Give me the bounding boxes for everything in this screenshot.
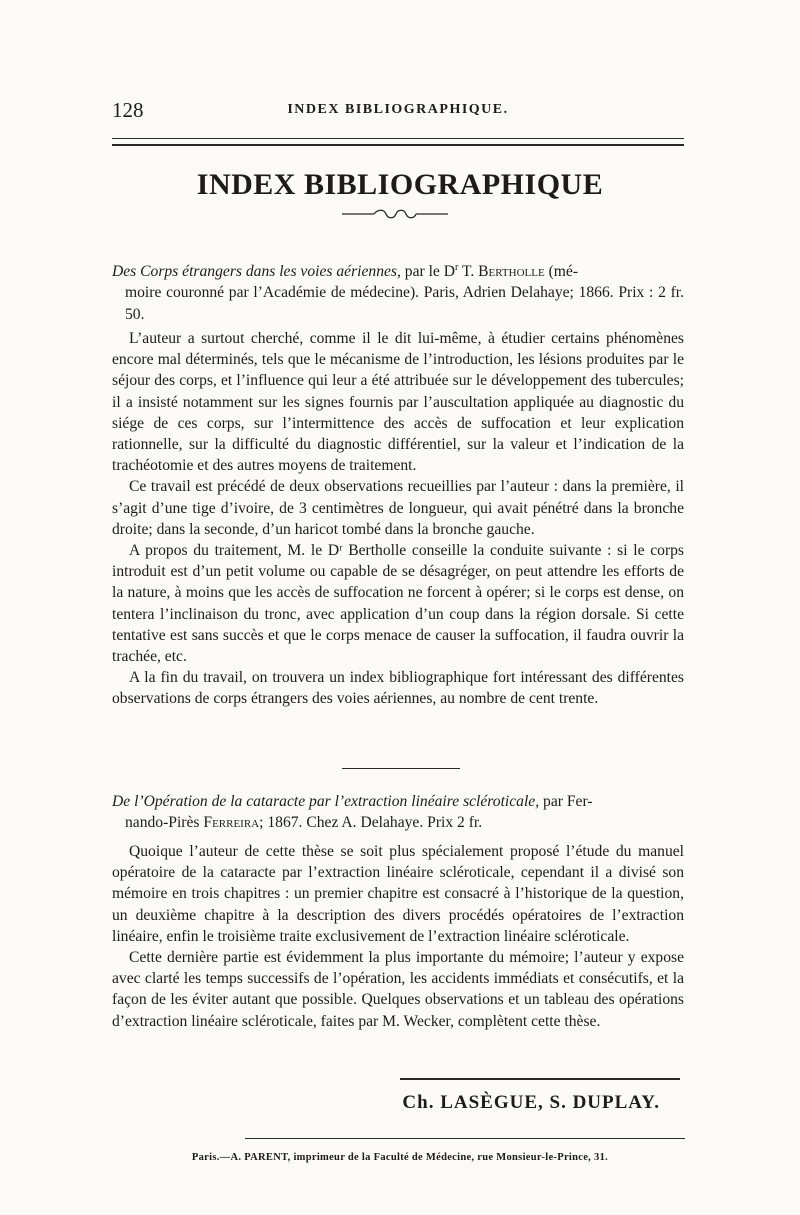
running-head [112,98,684,122]
ornament-flourish [340,207,450,221]
header-rule-top [112,138,684,139]
running-title: INDEX BIBLIOGRAPHIQUE. [287,102,509,117]
signature: Ch. LASÈGUE, S. DUPLAY. [402,1092,660,1113]
entry-2-publication: nando-Pirès Ferreira; 1867. Chez A. Delahaye. Prix 2 fr. [125,814,483,832]
signature-rule [400,1078,680,1080]
entry-2-citation [112,791,684,833]
entry-1-citation-line: Des Corps étrangers dans les voies aériennes, par le $D^r$ T. Bertholle (mé- [112,262,579,281]
entry-2-title: De l’Opération de la cataracte par l’extraction linéaire scléroticale, [112,793,540,810]
entry-1-author: Bertholle [478,263,545,281]
entry-1-citation [112,257,684,325]
entry-2-paragraph: Cette dernière partie est évidemment la plus importante du mémoire; l’auteur y expose avec clarté les temps successifs de l’opération, les accidents immédiats et consécutifs, et la façon de les éviter autant que possible. Quelques observations et un tableau des opérations d’extraction linéaire scléroticale, faites par M. Wecker, complètent cette thèse. [112,949,684,1030]
entry-2-paragraph: Quoique l’auteur de cette thèse se soit plus spécialement proposé l’étude du manuel opératoire de la cataracte par l’extraction linéaire scléroticale, cependant il a divisé son mémoire en trois chapitres : un premier chapitre est consacré à l’historique de la question, un deuxième chapitre à la description des divers procédés opératoires de l’extraction linéaire, enfin le troisième traite exclusivement de l’extraction linéaire scléroticale. [112,843,684,945]
entry-1-paragraph: A propos du traitement, M. le Dʳ Bertholle conseille la conduite suivante : si le corps introduit est d’un petit volume ou capable de se désagréger, on peut attendre les efforts de la nature, à moins que les accès de suffocation ne forcent à opérer; si le corps est dense, on tentera l’inclinaison du tronc, avec application d’un coup dans la région dorsale. Si cette tentative est sans succès et que le corps menace de causer la suffocation, il faudra ouvrir la trachée, etc. [112,542,684,666]
entry-1-paragraph: L’auteur a surtout cherché, comme il le dit lui-même, à étudier certains phénomènes encore mal déterminés, tels que le mécanisme de l’introduction, les lésions produites par le séjour des corps, et l’influence qui leur a été attribuée sur le développement des tubercules; il a insisté notamment sur les signes fournis par l’auscultation appliquée au diagnostic du siége de ces corps, sur l’intermittence des accès de suffocation et leur explication rationnelle, sur la difficulté du diagnostic différentiel, sur la valeur et l’indication de la trachéotomie et des autres moyens de traitement. [112,330,684,475]
footer-rule [245,1138,685,1139]
entry-1-publication: moire couronné par l’Académie de médecine). Paris, Adrien Delahaye; 1866. Prix : 2 fr. 50. [125,284,684,323]
entry-2-review [112,841,684,1032]
page-number: 128 [112,98,144,122]
entry-separator [342,768,460,769]
entry-1-paragraph: A la fin du travail, on trouvera un index bibliographique fort intéressant des différentes observations de corps étrangers des voies aériennes, au nombre de cent trente. [112,669,684,708]
entry-1-paragraph: Ce travail est précédé de deux observations recueillies par l’auteur : dans la première, il s’agit d’une tige d’ivoire, de 3 centimètres de longueur, qui avait pénétré dans la bronche droite; dans la seconde, d’un haricot tombé dans la bronche gauche. [112,478,684,538]
entry-2-citation-line: De l’Opération de la cataracte par l’extraction linéaire scléroticale, par Fer- [112,793,593,810]
page-title: INDEX BIBLIOGRAPHIQUE [196,168,604,201]
entry-1-review [112,328,684,710]
printer-imprint: Paris.—A. PARENT, imprimeur de la Faculté de Médecine, rue Monsieur-le-Prince, 31. [191,1152,609,1163]
header-rule-bottom [112,144,684,146]
entry-2-author: Ferreira [203,814,260,832]
entry-1-title: Des Corps étrangers dans les voies aériennes, [112,263,401,281]
